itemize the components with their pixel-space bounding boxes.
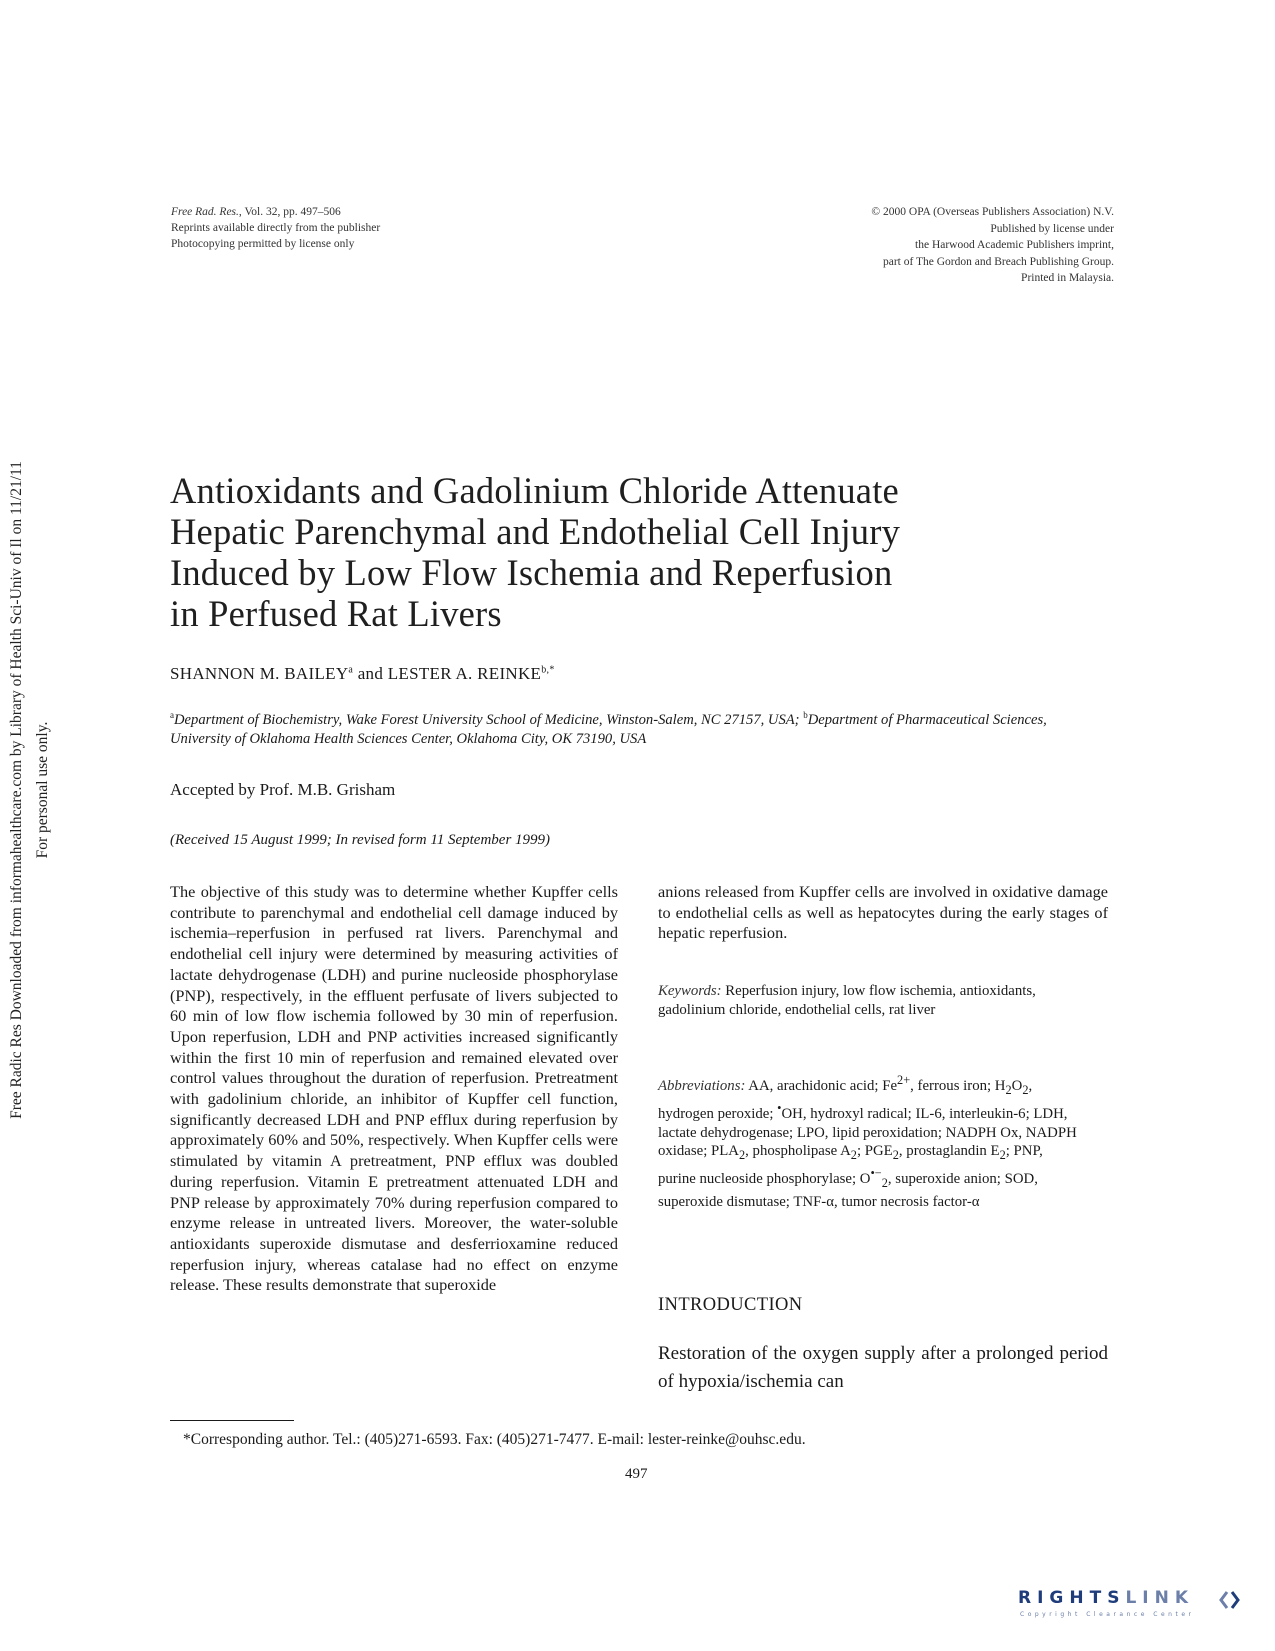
author-bailey: SHANNON M. BAILEY bbox=[170, 664, 349, 683]
affil-a-text: Department of Biochemistry, Wake Forest University School of Medicine, Winston-Salem, NC 27157, USA; bbox=[174, 711, 804, 728]
abbrev-sub: 2 bbox=[850, 1147, 857, 1162]
abbreviations bbox=[658, 1071, 1078, 1211]
keywords-text: Reperfusion injury, low flow ischemia, antioxidants, gadolinium chloride, endothelial cells, rat liver bbox=[658, 983, 1036, 1018]
corresponding-author-footnote: *Corresponding author. Tel.: (405)271-6593. Fax: (405)271-7477. E-mail: lester-reinke@ouhsc.edu. bbox=[183, 1431, 806, 1448]
affil-b-marker: b bbox=[803, 710, 808, 720]
abstract-right-column: anions released from Kupffer cells are involved in oxidative damage to endothelial cells as well as hepatocytes during the early stages of hepatic reperfusion. bbox=[658, 882, 1108, 943]
title-line-2: Hepatic Parenchymal and Endothelial Cell Injury bbox=[170, 511, 901, 552]
author-bailey-affil: a bbox=[348, 664, 354, 676]
affiliations bbox=[170, 706, 1050, 749]
watermark-line-2: For personal use only. bbox=[34, 721, 51, 859]
footnote-rule bbox=[170, 1420, 294, 1421]
keywords-label: Keywords: bbox=[658, 983, 722, 999]
author-conjunction: and bbox=[353, 664, 388, 683]
abbrev-text: , hydrogen peroxide; bbox=[658, 1077, 1033, 1123]
publisher-info bbox=[871, 204, 1114, 287]
reprints-note: Reprints available directly from the publisher bbox=[171, 222, 381, 234]
affil-a-marker: a bbox=[170, 710, 174, 720]
abbrev-text: ; PGE bbox=[856, 1143, 893, 1160]
abbrev-text: OH, hydroxyl radical; IL-6, interleukin-6; LDH, lactate dehydrogenase; LPO, lipid peroxidation; NADPH Ox, NADPH oxidase; PLA bbox=[658, 1106, 1077, 1160]
abbrev-sub: 2 bbox=[1005, 1082, 1012, 1097]
photocopy-note: Photocopying permitted by license only bbox=[171, 238, 355, 250]
rightslink-logo bbox=[1018, 1588, 1258, 1622]
introduction-text: Restoration of the oxygen supply after a prolonged period of hypoxia/ischemia can bbox=[658, 1343, 1108, 1392]
rightslink-brackets-icon bbox=[1219, 1589, 1241, 1611]
abbrev-text: , phospholipase A bbox=[745, 1143, 851, 1160]
license-line: Published by license under bbox=[990, 222, 1114, 235]
journal-volume: , Vol. 32, pp. 497–506 bbox=[238, 206, 341, 218]
group-line: part of The Gordon and Breach Publishing Group. bbox=[882, 255, 1114, 268]
author-reinke: LESTER A. REINKE bbox=[387, 664, 542, 683]
abbreviations-label: Abbreviations: bbox=[658, 1077, 746, 1094]
imprint-line: the Harwood Academic Publishers imprint, bbox=[915, 239, 1114, 251]
page-number: 497 bbox=[625, 1466, 648, 1482]
abbrev-sup: •− bbox=[870, 1166, 882, 1181]
abbrev-text: AA, arachidonic acid; Fe bbox=[745, 1077, 898, 1094]
author-list bbox=[170, 664, 555, 684]
journal-citation bbox=[171, 204, 380, 252]
abbrev-sup: • bbox=[777, 1101, 782, 1116]
rightslink-tagline: Copyright Clearance Center bbox=[1020, 1611, 1195, 1618]
watermark-line-1: Free Radic Res Downloaded from informahealthcare.com by Library of Health Sci-Univ of Il on 11/21/11 bbox=[8, 461, 25, 1119]
affil-b-text: Department of Pharmaceutical Sciences, University of Oklahoma Health Sciences Center, Oklahoma City, OK 73190, USA bbox=[170, 711, 1047, 747]
title-line-4: in Perfused Rat Livers bbox=[170, 593, 502, 634]
abbrev-sub: 2 bbox=[892, 1147, 899, 1162]
rightslink-word-rights: RIGHTS bbox=[1018, 1588, 1126, 1608]
abbrev-text: ; PNP, purine nucleoside phosphorylase; O bbox=[658, 1143, 1043, 1188]
copyright-line: © 2000 OPA (Overseas Publishers Association) N.V. bbox=[871, 206, 1114, 218]
received-dates: (Received 15 August 1999; In revised form 11 September 1999) bbox=[170, 832, 551, 848]
download-watermark bbox=[4, 390, 56, 1190]
rightslink-wordmark bbox=[1018, 1588, 1194, 1608]
journal-name: Free Rad. Res. bbox=[171, 206, 239, 218]
abbrev-text: , prostaglandin E bbox=[898, 1143, 1000, 1160]
abbrev-sub: 2 bbox=[881, 1176, 888, 1191]
abbrev-sub: 2 bbox=[738, 1147, 746, 1162]
abbrev-sub: 2 bbox=[999, 1147, 1006, 1162]
title-line-1: Antioxidants and Gadolinium Chloride Attenuate bbox=[170, 470, 899, 511]
abbrev-text: , ferrous iron; H bbox=[910, 1077, 1006, 1094]
accepted-by: Accepted by Prof. M.B. Grisham bbox=[170, 780, 396, 799]
abbrev-text: O bbox=[1011, 1077, 1023, 1094]
abstract-left-column: The objective of this study was to determine whether Kupffer cells contribute to parenchymal and endothelial cell damage induced by ischemia–reperfusion in perfused rat livers. Parenchymal and endothelial cell injury were determined by measuring activities of lactate dehydrogenase (LDH) and purine nucleoside phosphorylase (PNP), respectively, in the effluent perfusate of livers subjected to 60 min of low flow ischemia followed by 30 min of reperfusion. Upon reperfusion, LDH and PNP activities increased significantly within the first 10 min of reperfusion and remained elevated over control values throughout the duration of reperfusion. Pretreatment with gadolinium chloride, an inhibitor of Kupffer cell function, significantly decreased LDH and PNP efflux during reperfusion by approximately 60% and 50%, respectively. When Kupffer cells were stimulated by vitamin A pretreatment, PNP efflux was doubled during reperfusion. Vitamin E pretreatment attenuated LDH and PNP release by approximately 70% during reperfusion compared to enzyme release in untreated livers. Moreover, the water-soluble antioxidants superoxide dismutase and desferrioxamine reduced reperfusion injury, whereas catalase had no effect on enzyme release. These results demonstrate that superoxide bbox=[170, 882, 618, 1295]
keywords bbox=[658, 982, 1078, 1019]
abbrev-sup: 2+ bbox=[897, 1073, 911, 1087]
article-title bbox=[170, 470, 1070, 634]
title-line-3: Induced by Low Flow Ischemia and Reperfusion bbox=[170, 552, 893, 593]
abbrev-text: , superoxide anion; SOD, superoxide dismutase; TNF-α, tumor necrosis factor-α bbox=[658, 1171, 1038, 1210]
introduction-heading: INTRODUCTION bbox=[658, 1295, 803, 1315]
author-reinke-affil: b,* bbox=[541, 664, 555, 676]
printed-line: Printed in Malaysia. bbox=[1021, 272, 1114, 284]
abbrev-sub: 2 bbox=[1022, 1082, 1029, 1097]
rightslink-word-link: LINK bbox=[1125, 1588, 1194, 1608]
